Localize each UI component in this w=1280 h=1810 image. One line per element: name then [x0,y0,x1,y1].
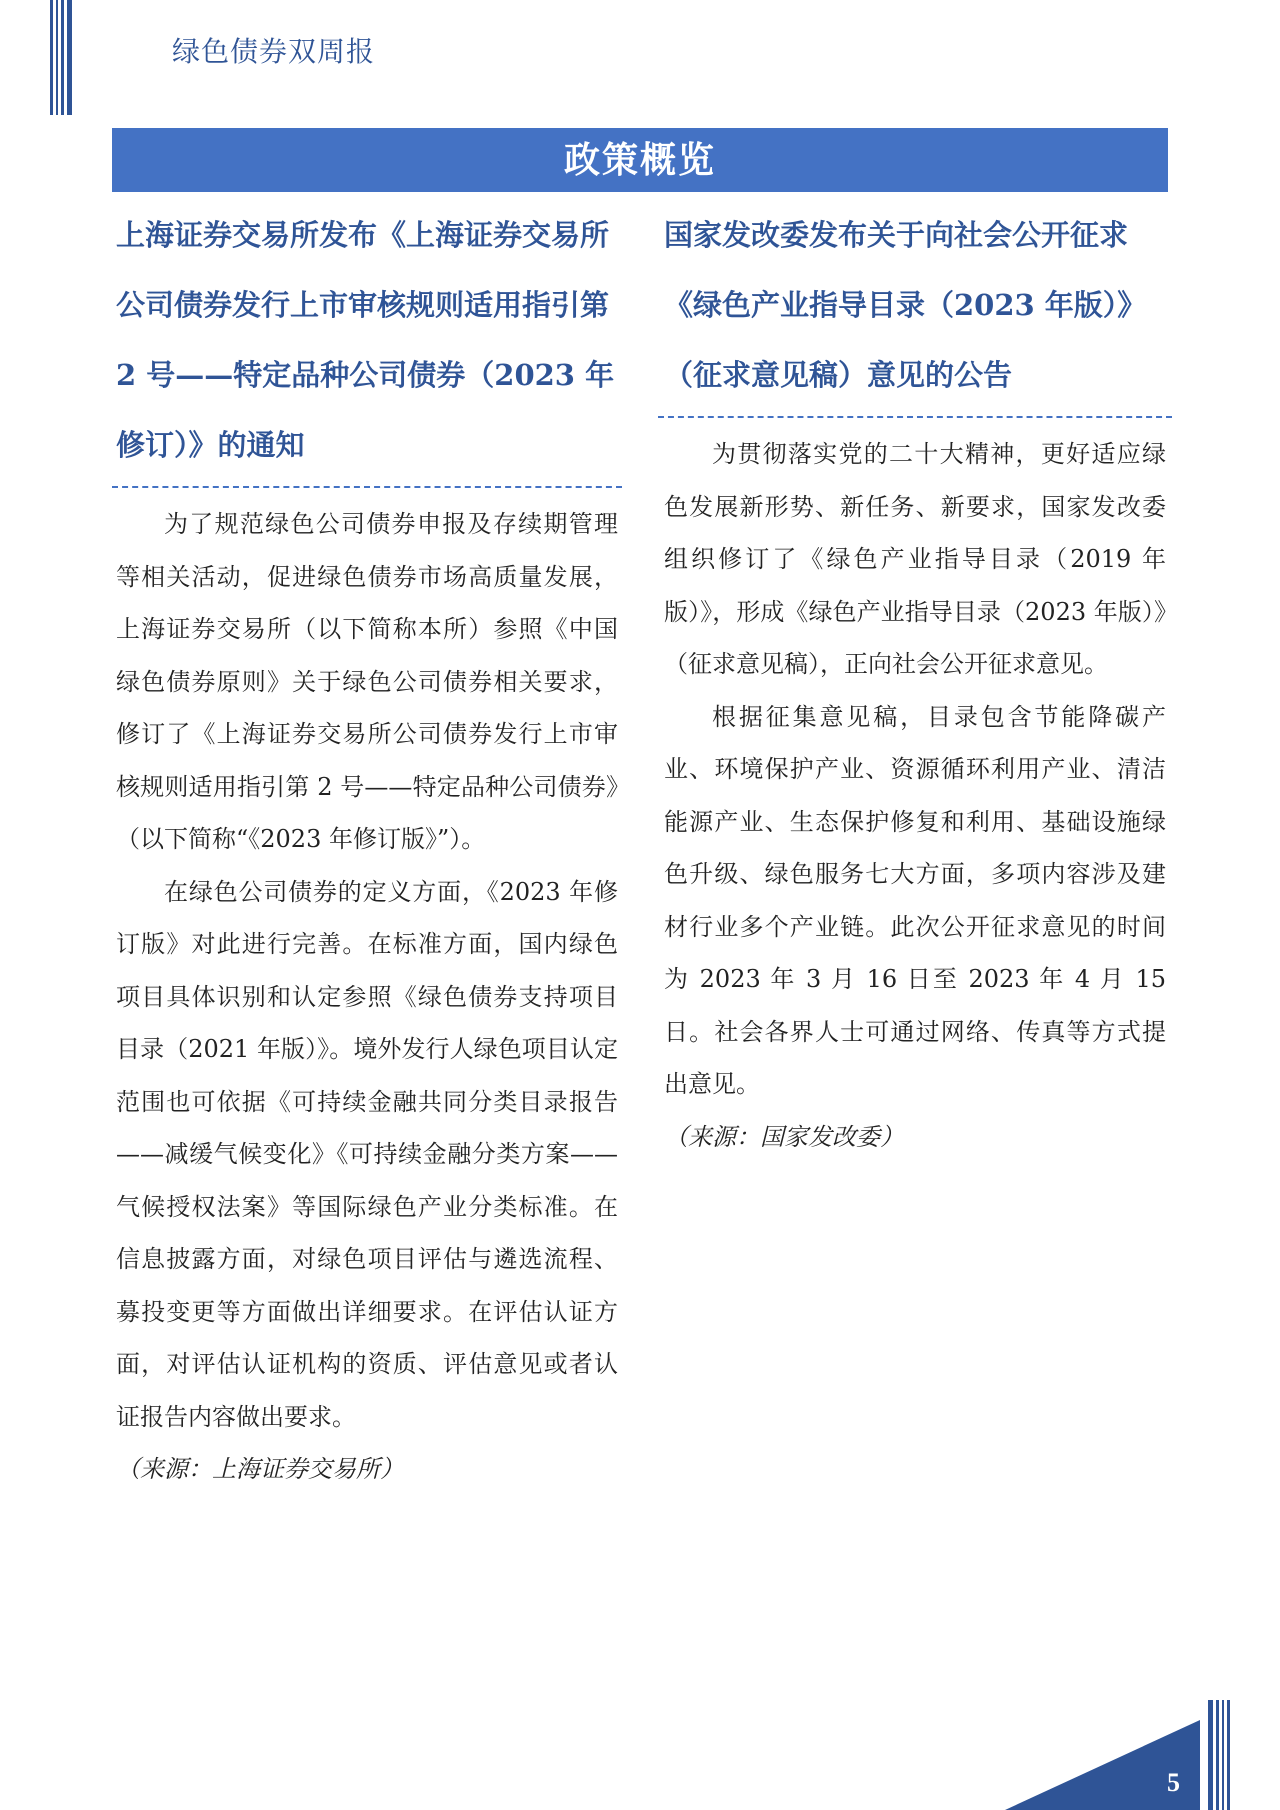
section-banner: 政策概览 [112,128,1168,192]
article-source: （来源：上海证券交易所） [116,1455,404,1483]
article-paragraph: 在绿色公司债券的定义方面，《2023 年修订版》对此进行完善。在标准方面，国内绿色项目具体识别和认定参照《绿色债券支持项目目录（2021 年版）》。境外发行人绿色项目认定范围也可依据《可持续金融共同分类目录报告——减缓气候变化》《可持续金融分类方案——气候授权法案》等国际绿色产业分类标准。在信息披露方面，对绿色项目评估与遴选流程、募投变更等方面做出详细要求。在评估认证方面，对评估认证机构的资质、评估意见或者认证报告内容做出要求。 [116,877,618,1431]
header-decor-bars [50,0,72,115]
article-title: 上海证券交易所发布《上海证券交易所公司债券发行上市审核规则适用指引第 2 号——特定品种公司债券（2023 年修订）》的通知 [116,218,615,462]
page-number: 5 [1167,1768,1180,1797]
publication-title: 绿色债券双周报 [172,35,376,68]
article-paragraph: 为贯彻落实党的二十大精神，更好适应绿色发展新形势、新任务、新要求，国家发改委组织修订了《绿色产业指导目录（2019 年版）》，形成《绿色产业指导目录（2023 年版）》（征求意见稿），正向社会公开征求意见。 [664,440,1166,678]
article-column-left [116,200,618,1496]
article-paragraph: 为了规范绿色公司债券申报及存续期管理等相关活动，促进绿色债券市场高质量发展，上海证券交易所（以下简称本所）参照《中国绿色债券原则》关于绿色公司债券相关要求，修订了《上海证券交易所公司债券发行上市审核规则适用指引第 2 号——特定品种公司债券》（以下简称“《2023 年修订版》”）。 [116,510,618,853]
article-column-right [664,200,1166,1163]
footer-decor-bars [1208,1700,1230,1810]
article-title: 国家发改委发布关于向社会公开征求《绿色产业指导目录（2023 年版）》（征求意见稿）意见的公告 [664,218,1147,392]
divider [112,486,622,488]
article-paragraph: 根据征集意见稿，目录包含节能降碳产业、环境保护产业、资源循环利用产业、清洁能源产业、生态保护修复和利用、基础设施绿色升级、绿色服务七大方面，多项内容涉及建材行业多个产业链。此次公开征求意见的时间为 2023 年 3 月 16 日至 2023 年 4 月 15 日。社会各界人士可通过网络、传真等方式提出意见。 [664,702,1166,1098]
article-source: （来源：国家发改委） [664,1122,904,1151]
divider [658,416,1172,418]
